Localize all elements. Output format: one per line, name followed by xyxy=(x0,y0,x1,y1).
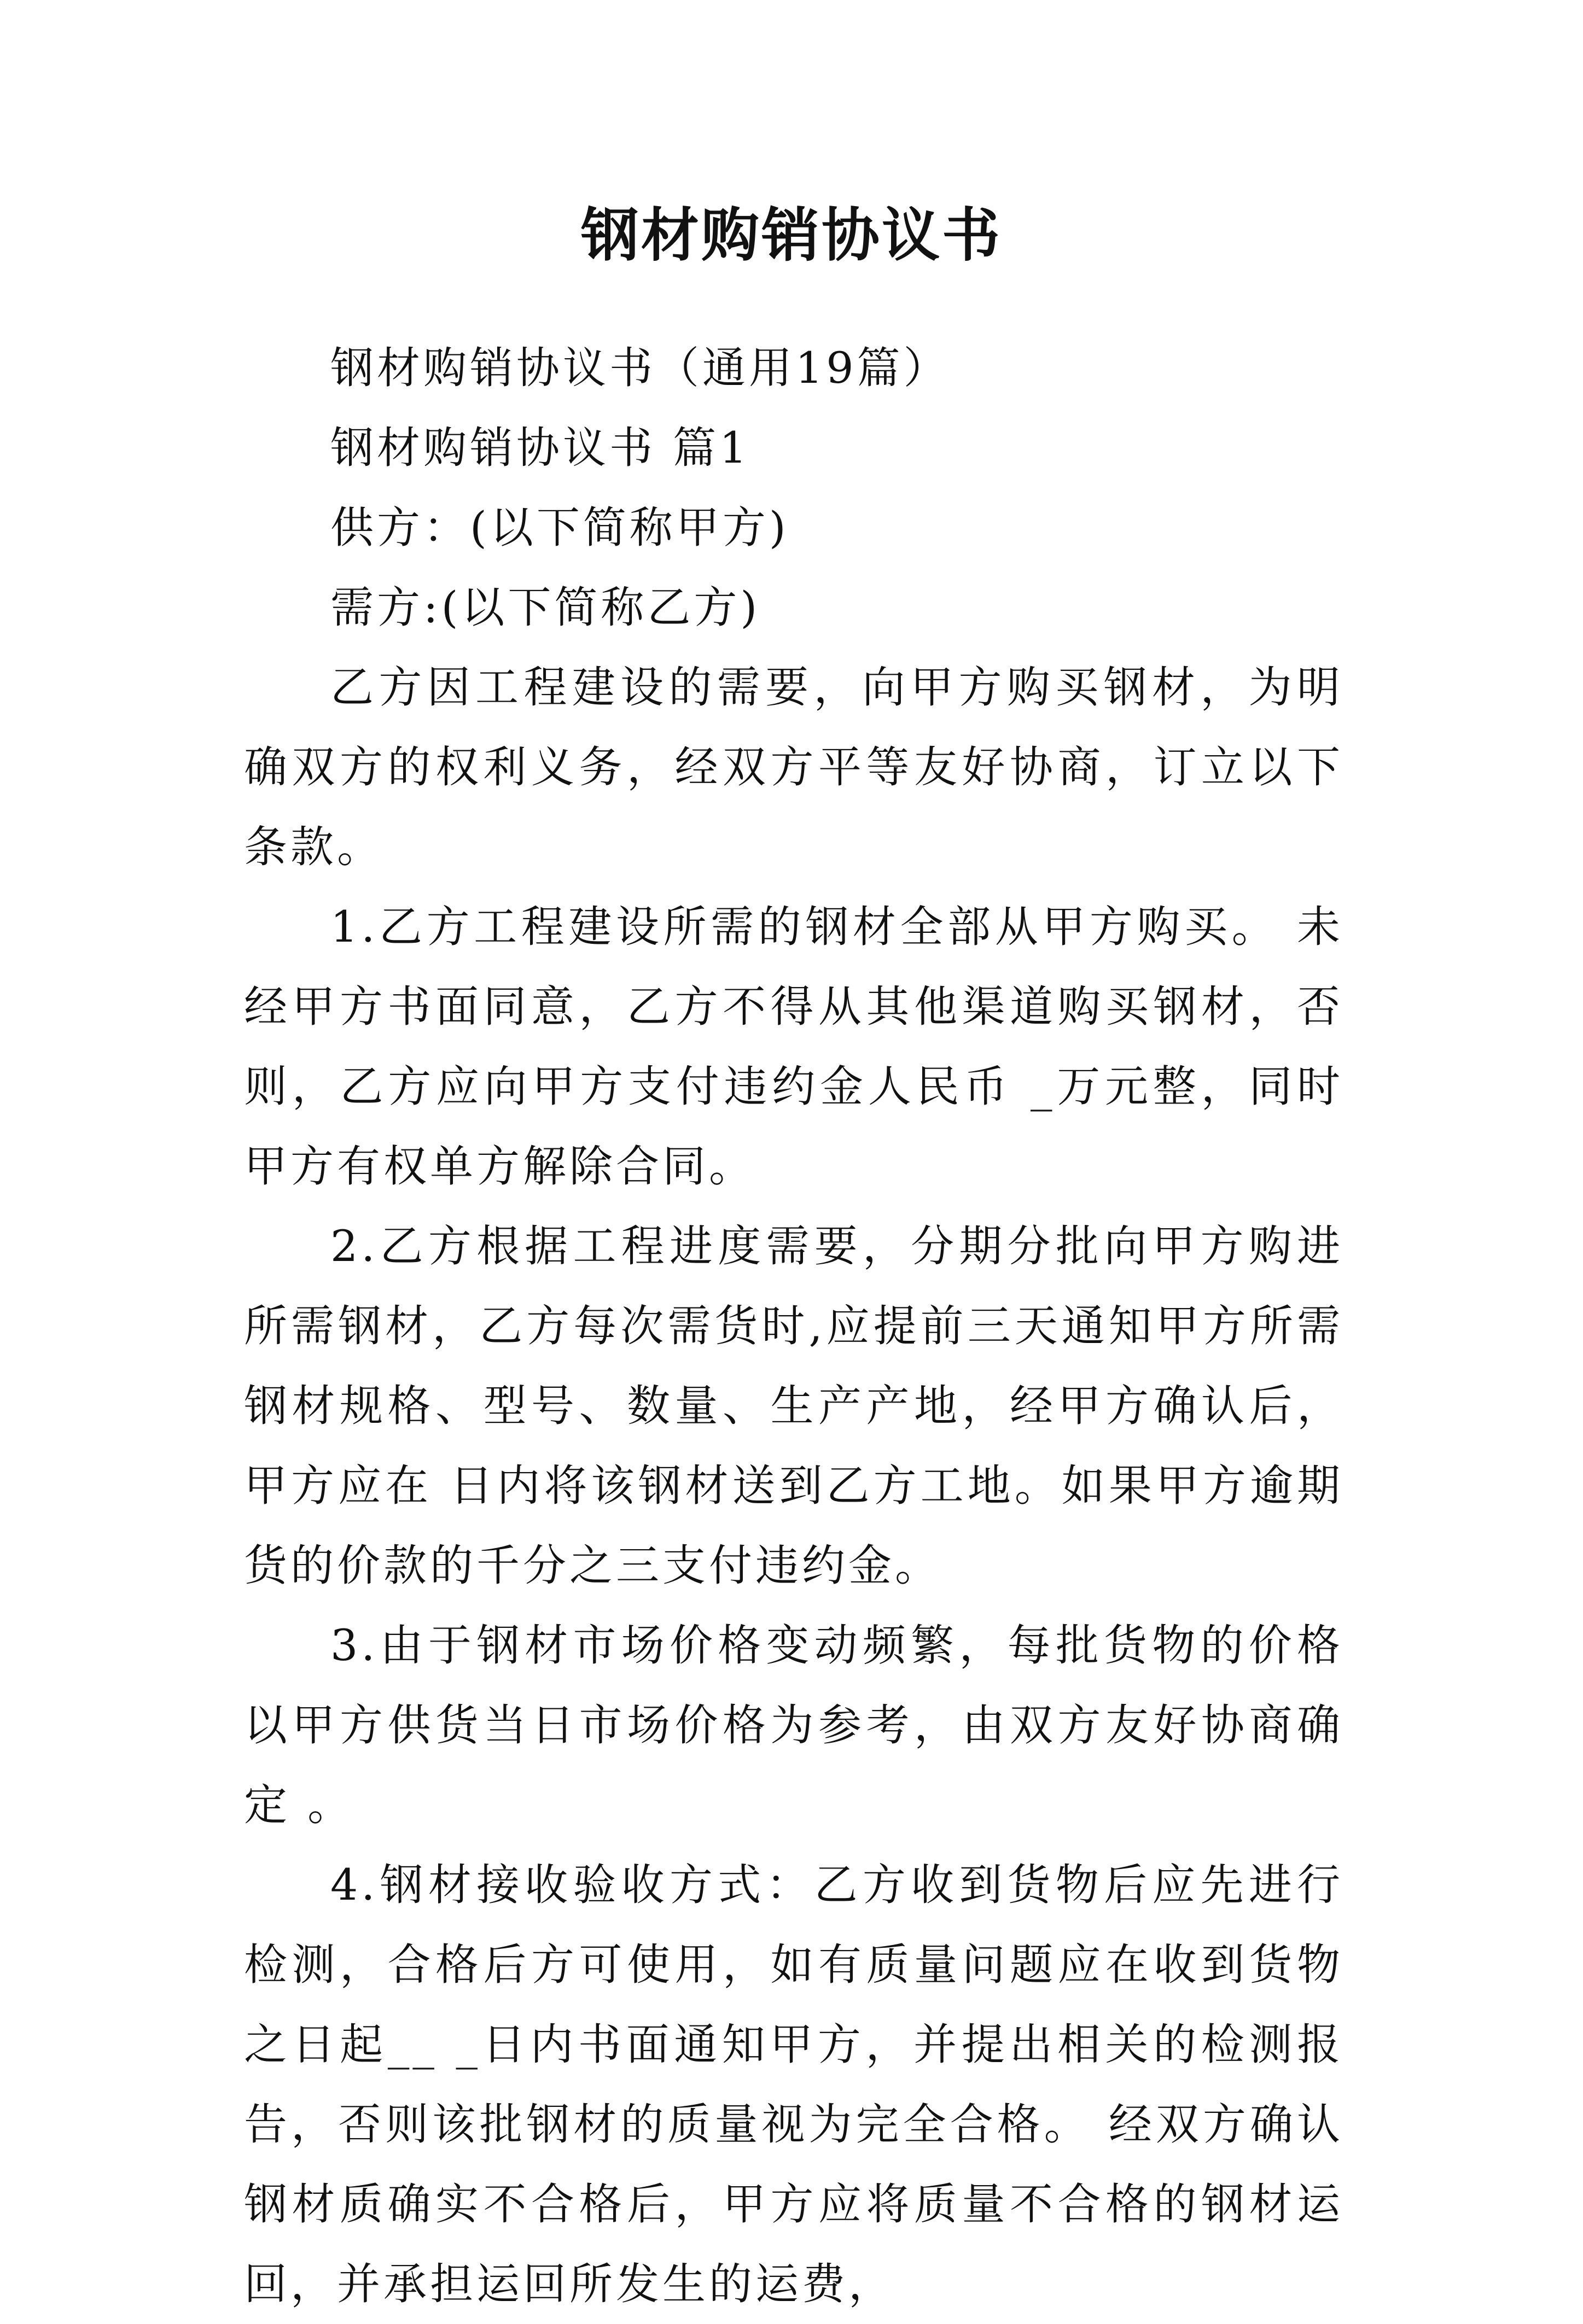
clause-4: 4.钢材接收验收方式：乙方收到货物后应先进行检测，合格后方可使用，如有质量问题应在收到货物之日起__ _日内书面通知甲方，并提出相关的检测报告，否则该批钢材的质量视为完全合格。 经双方确认钢材质确实不合格后，甲方应将质量不合格的钢材运回，并承担运回所发生的运费， xyxy=(244,1860,1343,2309)
clause-3: 3.由于钢材市场价格变动频繁，每批货物的价格以甲方供货当日市场价格为参考，由双方友好协商确定 。 xyxy=(244,1620,1343,1830)
document-title: 钢材购销协议书 xyxy=(581,201,1002,269)
subtitle-paragraph: 钢材购销协议书（通用19篇） xyxy=(330,343,950,393)
clause-1: 1.乙方工程建设所需的钢材全部从甲方购买。 未经甲方书面同意，乙方不得从其他渠道购买钢材，否则，乙方应向甲方支付违约金人民币 _万元整，同时甲方有权单方解除合同。 xyxy=(244,902,1343,1192)
intro-paragraph: 乙方因工程建设的需要，向甲方购买钢材，为明确双方的权利义务，经双方平等友好协商，订立以下条款。 xyxy=(244,662,1343,872)
buyer-line: 需方:(以下简称乙方) xyxy=(330,582,761,633)
clause-2: 2.乙方根据工程进度需要，分期分批向甲方购进所需钢材，乙方每次需货时,应提前三天通知甲方所需钢材规格、型号、数量、生产产地，经甲方确认后，甲方应在 日内将该钢材送到乙方工地。如果甲方逾期货的价款的千分之三支付违约金。 xyxy=(244,1221,1343,1591)
section-heading: 钢材购销协议书 篇1 xyxy=(330,423,750,473)
document-body xyxy=(244,328,1343,2324)
supplier-line: 供方：(以下简称甲方) xyxy=(330,503,789,553)
